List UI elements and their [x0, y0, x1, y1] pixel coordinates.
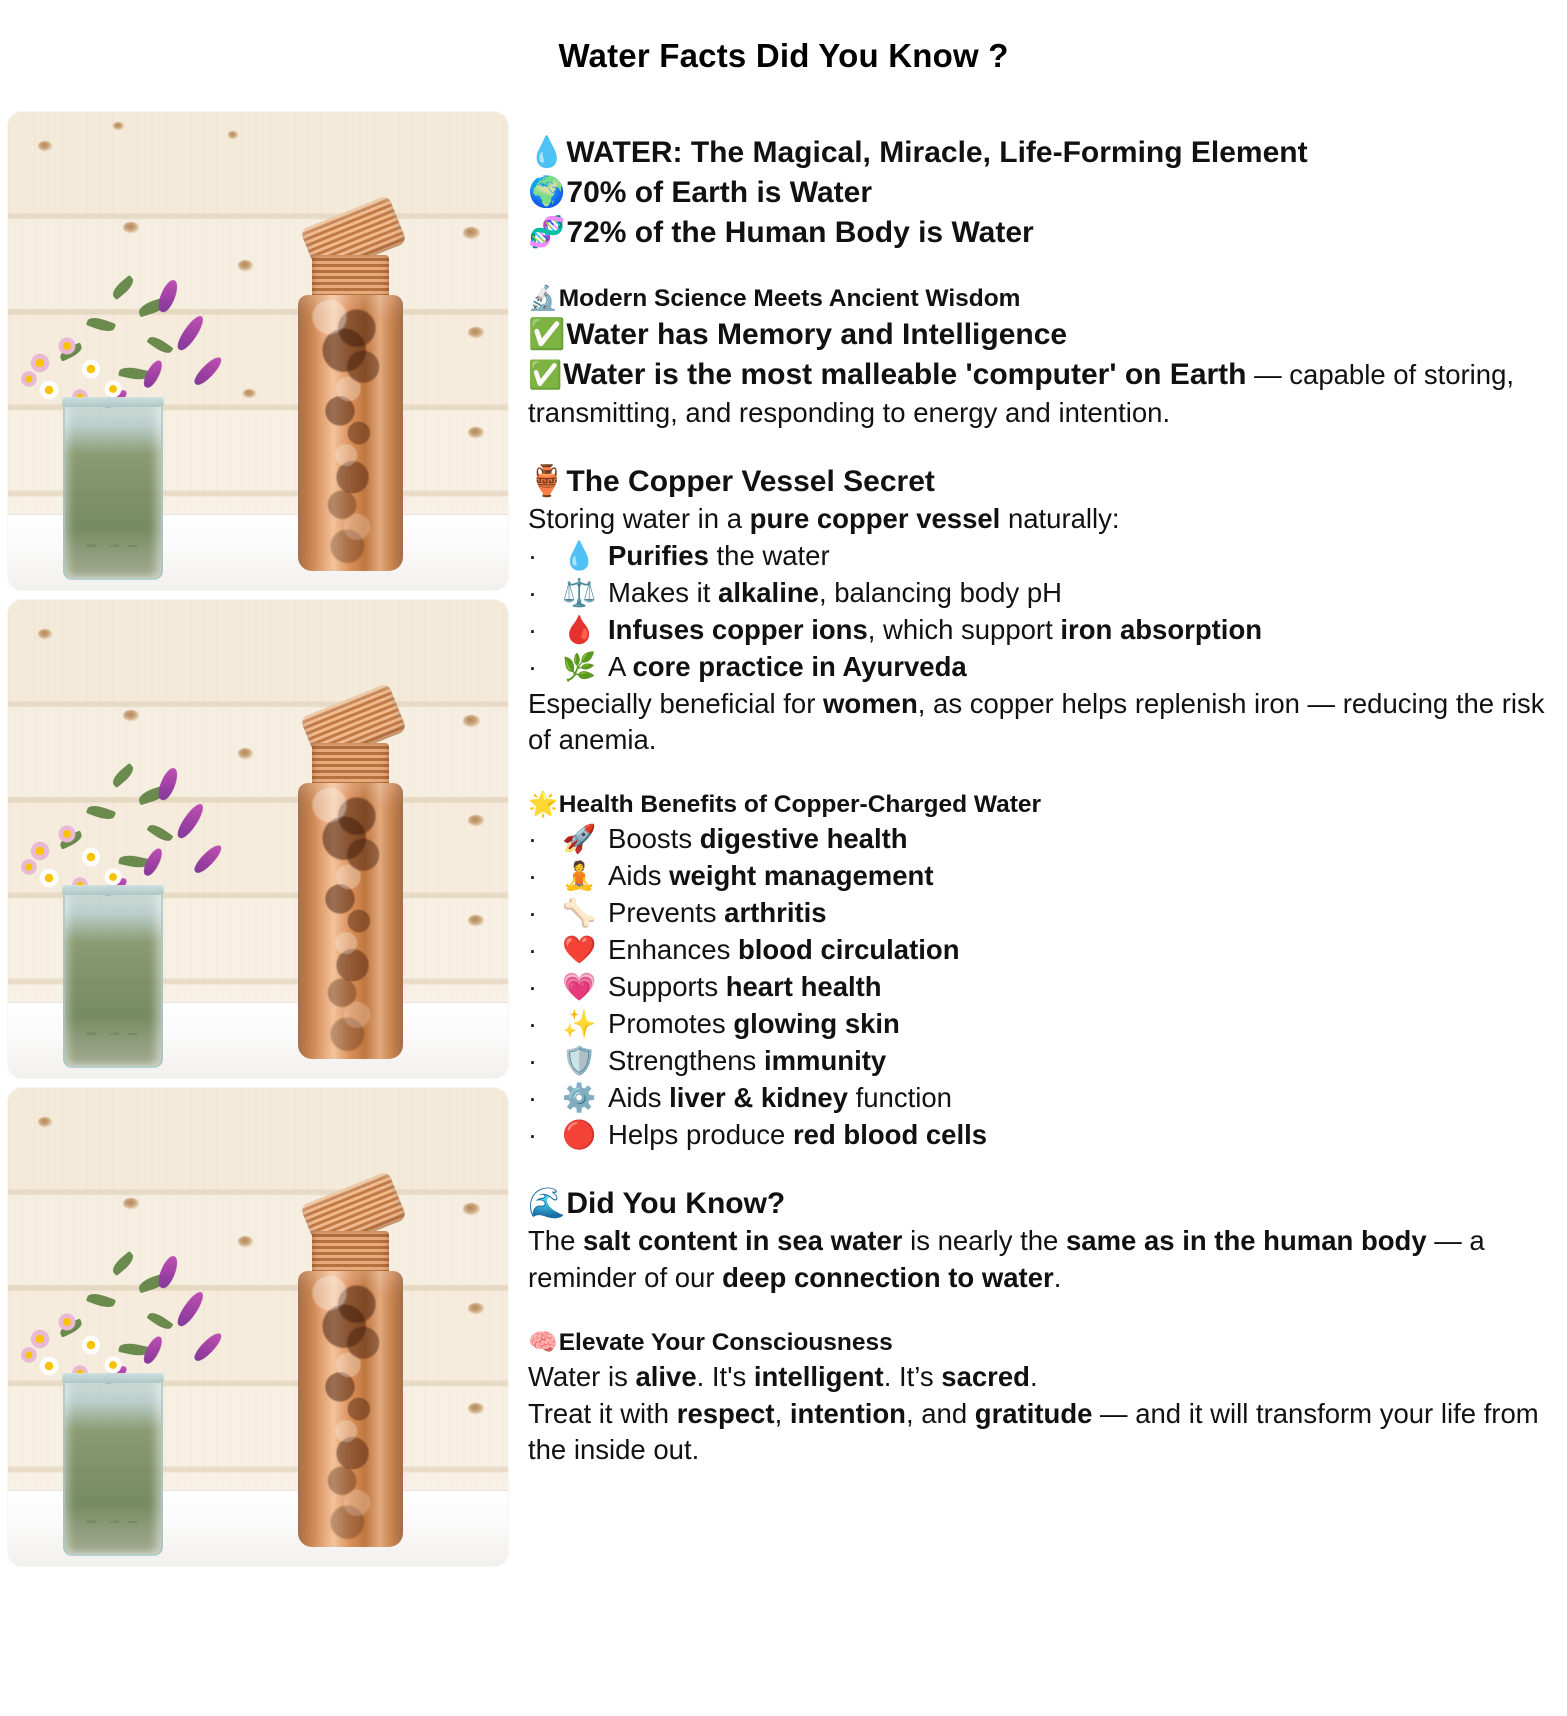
wood-knot-icon: [463, 1203, 480, 1215]
list-item: [528, 969, 1546, 1006]
list-item: [528, 538, 1546, 575]
did-you-know-heading-text: Did You Know?: [566, 1186, 786, 1220]
benefit-bold: arthritis: [724, 897, 827, 929]
wood-knot-icon: [38, 141, 52, 151]
list-item: [528, 612, 1546, 649]
benefit-pre: Supports: [608, 971, 726, 1002]
elevate-line-1: [528, 1359, 1546, 1396]
el1-f: sacred: [941, 1361, 1030, 1393]
benefit-pre: Aids: [608, 860, 670, 892]
copper-lead-c: naturally:: [1000, 503, 1120, 535]
list-item: [528, 895, 1546, 932]
benefit-pre: Prevents: [608, 897, 725, 929]
dyk-c: is nearly the: [902, 1225, 1066, 1257]
dyk-e: — a reminder of our: [528, 1225, 1485, 1293]
el2-g: — and it will transform your life from the inside out.: [528, 1397, 1539, 1466]
list-item-text: [608, 895, 1546, 932]
el1-a: Water is: [528, 1361, 636, 1393]
dna-icon: 🧬: [528, 215, 566, 249]
list-item-text: [608, 575, 1546, 612]
bullet-dot-icon: ·: [528, 614, 537, 645]
science-point-1: [528, 315, 1546, 355]
science-point-2-bold: Water is the most malleable 'computer' on Earth: [563, 358, 1247, 392]
list-item-text: [608, 1006, 1546, 1043]
bottle-body: [298, 783, 403, 1059]
list-item-text: [608, 649, 1546, 686]
elevate-heading-text: Elevate Your Consciousness: [558, 1328, 893, 1356]
glass-jar: [63, 399, 163, 581]
red-circle-icon: 🔴: [562, 1118, 597, 1150]
intro-block: [528, 133, 1546, 253]
bullet-dot-icon: ·: [528, 651, 537, 682]
product-photo-3[interactable]: [8, 1088, 508, 1566]
list-item: [528, 1080, 1546, 1117]
list-item-text: [608, 932, 1546, 969]
lotus-position-icon: 🧘: [562, 860, 597, 892]
copper-heading: [528, 462, 1546, 502]
bullet-bold: alkaline: [718, 576, 819, 608]
blood-drop-icon: 🩸: [562, 613, 597, 645]
dyk-b: salt content in sea water: [583, 1225, 903, 1257]
benefit-bold: glowing skin: [733, 1007, 900, 1039]
photo-gallery: [8, 112, 508, 1566]
intro-line-2-text: 70% of Earth is Water: [566, 175, 873, 209]
el1-e: . It’s: [883, 1361, 942, 1393]
science-point-2: [528, 355, 1546, 431]
wave-icon: 🌊: [528, 1186, 566, 1220]
did-you-know-block: [528, 1184, 1546, 1297]
copper-lead-a: Storing water in a: [528, 503, 750, 535]
did-you-know-heading: [528, 1184, 1546, 1224]
benefit-bold: immunity: [763, 1044, 887, 1076]
copper-block: [528, 462, 1546, 759]
facts-content: [528, 133, 1546, 1469]
copper-lead-b: pure copper vessel: [749, 503, 1001, 535]
benefit-pre: Strengthens: [608, 1044, 764, 1076]
gear-icon: ⚙️: [562, 1081, 597, 1113]
elevate-heading: [528, 1327, 1546, 1360]
bone-icon: 🦴: [562, 897, 597, 929]
list-item-text: [608, 1117, 1546, 1154]
bullet-dot-icon: ·: [528, 1008, 537, 1039]
wood-knot-icon: [463, 715, 480, 727]
science-heading: [528, 283, 1546, 316]
list-item-text: [608, 821, 1546, 858]
check-mark-icon: ✅: [528, 318, 566, 352]
list-item-text: [608, 1043, 1546, 1080]
benefit-pre: Enhances: [608, 934, 738, 966]
list-item-text: [608, 969, 1546, 1006]
copper-bullet-list: [528, 538, 1546, 686]
benefit-pre: Helps produce: [608, 1118, 793, 1150]
red-heart-icon: ❤️: [562, 934, 597, 966]
shield-icon: 🛡️: [562, 1044, 597, 1076]
bullet-dot-icon: ·: [528, 541, 537, 572]
list-item: [528, 932, 1546, 969]
benefit-bold: red blood cells: [792, 1118, 988, 1150]
el2-c: ,: [774, 1397, 790, 1429]
benefits-heading-text: Health Benefits of Copper-Charged Water: [558, 790, 1042, 818]
el2-e: , and: [905, 1397, 975, 1429]
elevate-block: [528, 1327, 1546, 1469]
wood-knot-icon: [38, 629, 52, 639]
growing-heart-icon: 💗: [562, 971, 597, 1002]
copper-footnote-a: Especially beneficial for: [528, 687, 824, 719]
el2-a: Treat it with: [528, 1397, 677, 1429]
intro-line-1-text: WATER: The Magical, Miracle, Life-Forming Element: [566, 136, 1308, 169]
bullet-dot-icon: ·: [528, 1082, 537, 1113]
glass-jar: [63, 1375, 163, 1557]
droplet-icon: 💧: [528, 136, 566, 169]
dyk-f: deep connection to water: [722, 1261, 1054, 1293]
page-title: Water Facts Did You Know ?: [558, 37, 1009, 74]
wood-knot-icon: [113, 122, 124, 130]
wood-knot-icon: [463, 227, 480, 239]
copper-footnote-c: , as copper helps replenish iron — reducing the risk of anemia.: [528, 687, 1545, 756]
bullet-dot-icon: ·: [528, 577, 537, 608]
dyk-d: same as in the human body: [1066, 1225, 1427, 1257]
glass-jar: [63, 887, 163, 1069]
bullet-bold: Infuses copper ions: [608, 613, 868, 645]
intro-line-3: [528, 213, 1546, 253]
copper-bottle: [298, 1184, 403, 1547]
list-item: [528, 649, 1546, 686]
science-point-1-text: Water has Memory and Intelligence: [566, 318, 1068, 352]
bullet-pre: A: [608, 650, 633, 682]
product-photo-1[interactable]: [8, 112, 508, 590]
copper-bottle: [298, 696, 403, 1059]
list-item: [528, 1117, 1546, 1154]
el2-f: gratitude: [974, 1397, 1093, 1429]
page-header: [0, 0, 1567, 112]
bullet-bold: core practice in Ayurveda: [632, 650, 967, 682]
benefit-pre: Aids: [608, 1081, 670, 1113]
bullet-bold: Purifies: [608, 540, 709, 572]
droplet-icon: 💧: [562, 540, 597, 572]
bottle-body: [298, 1271, 403, 1547]
microscope-icon: 🔬: [528, 284, 558, 312]
list-item-text: [608, 612, 1546, 649]
list-item: [528, 821, 1546, 858]
wood-knot-icon: [123, 222, 139, 233]
el1-b: alive: [635, 1361, 697, 1393]
list-item: [528, 1006, 1546, 1043]
list-item-text: [608, 538, 1546, 575]
balance-scale-icon: ⚖️: [562, 576, 597, 608]
benefit-bold: liver & kidney: [669, 1081, 848, 1113]
copper-bottle: [298, 208, 403, 571]
brain-icon: 🧠: [528, 1328, 558, 1356]
benefit-post: function: [847, 1081, 952, 1113]
science-point-2-rest: capable of storing, transmitting, and responding to energy and intention.: [528, 359, 1515, 429]
glowing-star-icon: 🌟: [528, 790, 558, 818]
list-item: [528, 1043, 1546, 1080]
rocket-icon: 🚀: [562, 823, 597, 855]
bullet-dot-icon: ·: [528, 824, 537, 855]
bullet-dot-icon: ·: [528, 898, 537, 929]
wood-knot-icon: [123, 710, 139, 721]
bullet-dot-icon: ·: [528, 861, 537, 892]
bullet-bold-2: iron absorption: [1060, 613, 1263, 645]
elevate-line-2: [528, 1396, 1546, 1469]
wood-knot-icon: [123, 1198, 139, 1209]
bullet-tail: the water: [708, 540, 830, 572]
benefit-bold: digestive health: [699, 823, 908, 855]
el1-c: . It's: [696, 1361, 754, 1393]
bottle-body: [298, 295, 403, 571]
copper-heading-text: The Copper Vessel Secret: [566, 464, 935, 498]
benefits-heading: [528, 789, 1546, 822]
bullet-pre: Makes it: [608, 576, 719, 608]
did-you-know-body: [528, 1223, 1546, 1296]
herb-icon: 🌿: [562, 650, 597, 682]
bullet-dot-icon: ·: [528, 935, 537, 966]
el1-g: .: [1029, 1361, 1038, 1393]
copper-footnote: [528, 686, 1546, 759]
list-item: [528, 575, 1546, 612]
benefits-bullet-list: [528, 821, 1546, 1153]
dyk-a: The: [528, 1225, 584, 1257]
amphora-icon: 🏺: [528, 464, 566, 498]
benefit-pre: Boosts: [608, 823, 700, 855]
science-block: [528, 283, 1546, 432]
benefit-bold: weight management: [669, 860, 934, 892]
benefit-pre: Promotes: [608, 1007, 734, 1039]
benefits-block: [528, 789, 1546, 1154]
bullet-tail: , balancing body pH: [818, 576, 1063, 608]
el2-d: intention: [789, 1397, 906, 1429]
check-mark-icon: ✅: [528, 359, 563, 391]
product-photo-2[interactable]: [8, 600, 508, 1078]
list-item: [528, 858, 1546, 895]
bullet-dot-icon: ·: [528, 1045, 537, 1076]
intro-line-2: [528, 173, 1546, 213]
el2-b: respect: [676, 1397, 775, 1429]
bullet-tail: , which support: [867, 613, 1061, 645]
dyk-g: .: [1053, 1261, 1062, 1293]
science-point-2-dash: —: [1246, 359, 1282, 391]
bullet-dot-icon: ·: [528, 972, 537, 1002]
copper-footnote-b: women: [823, 687, 918, 719]
list-item-text: [608, 1080, 1546, 1117]
el1-d: intelligent: [753, 1361, 884, 1393]
sparkles-icon: ✨: [562, 1007, 597, 1039]
globe-icon: 🌍: [528, 175, 566, 209]
wood-knot-icon: [38, 1117, 52, 1127]
science-heading-text: Modern Science Meets Ancient Wisdom: [558, 284, 1021, 312]
list-item-text: [608, 858, 1546, 895]
intro-line-1: [528, 133, 1546, 173]
bullet-dot-icon: ·: [528, 1119, 537, 1150]
copper-lead: [528, 501, 1546, 538]
benefit-bold: heart health: [725, 971, 882, 1002]
intro-line-3-text: 72% of the Human Body is Water: [566, 215, 1034, 249]
benefit-bold: blood circulation: [737, 934, 960, 966]
